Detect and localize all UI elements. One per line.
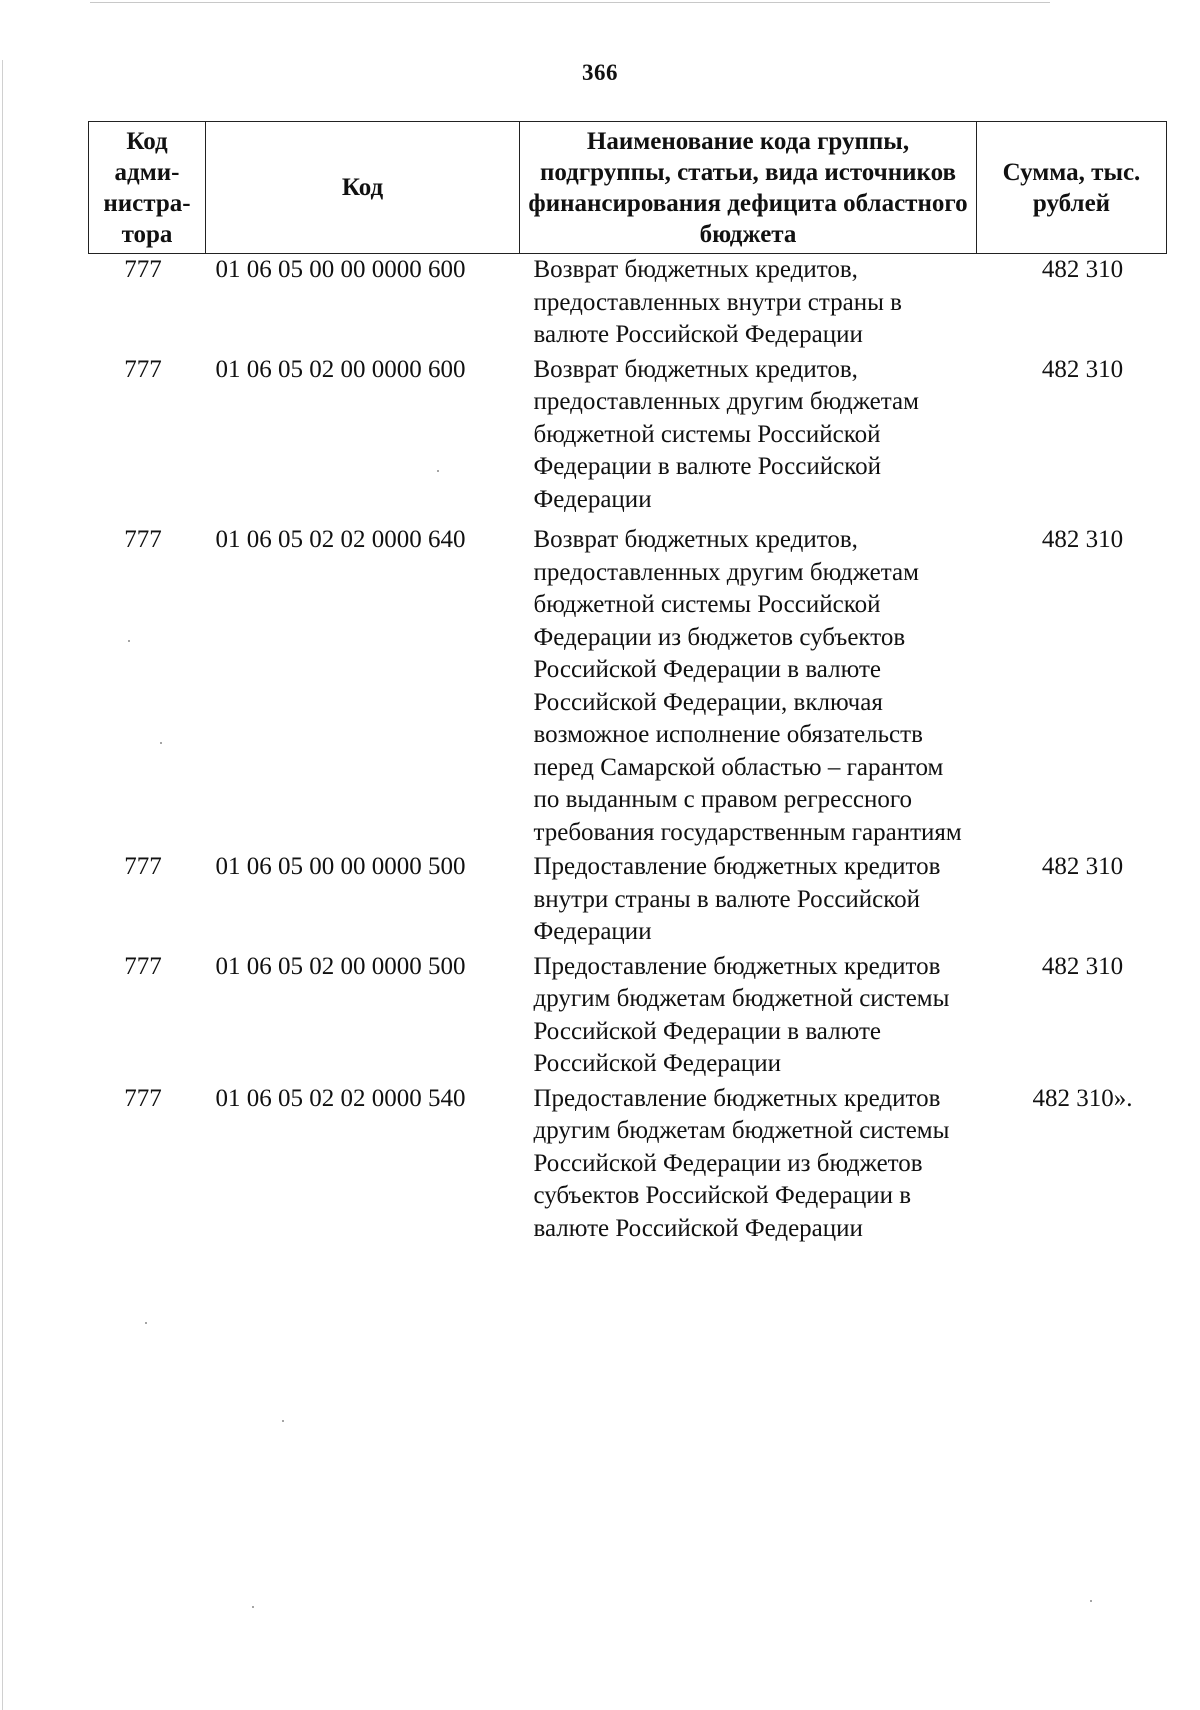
scan-edge-top bbox=[90, 2, 1050, 3]
name-cell: Предоставление бюджетных кредитов другим бюджетам бюджетной системы Российской Федерации из бюджетов субъектов Российской Федерации в валюте Российской Федерации bbox=[533, 1084, 950, 1242]
header-admin-code: Код адми-нистра-тора bbox=[89, 122, 206, 254]
table-body bbox=[89, 254, 1167, 1246]
scan-speck bbox=[128, 640, 130, 642]
code-cell: 01 06 05 02 02 0000 540 bbox=[215, 1084, 466, 1112]
scan-speck bbox=[160, 742, 162, 744]
name-cell: Возврат бюджетных кредитов, предоставленных внутри страны в валюте Российской Федерации bbox=[533, 256, 902, 348]
admin-code-cell: 777 bbox=[124, 1084, 162, 1112]
header-name: Наименование кода группы, подгруппы, статьи, вида источников финансирования дефицита областного бюджета bbox=[520, 122, 977, 254]
name-cell: Возврат бюджетных кредитов, предоставленных другим бюджетам бюджетной системы Российской Федерации из бюджетов субъектов Российской Федерации в валюте Российской Федерации, включая возможное исполнение обязательств перед Самарской областью – гарантом по выданным с правом регрессного требования государственным гарантиям bbox=[533, 526, 962, 846]
admin-code-cell: 777 bbox=[124, 256, 162, 283]
admin-code-cell: 777 bbox=[124, 355, 162, 383]
scan-speck bbox=[437, 470, 439, 472]
header-sum: Сумма, тыс. рублей bbox=[977, 122, 1167, 254]
scan-speck bbox=[1090, 1600, 1092, 1602]
code-cell: 01 06 05 02 02 0000 640 bbox=[215, 526, 466, 553]
sum-cell: 482 310 bbox=[1041, 853, 1124, 880]
table-header bbox=[89, 122, 1167, 254]
sources-table bbox=[88, 121, 1167, 1245]
code-cell: 01 06 05 00 00 0000 500 bbox=[215, 853, 466, 880]
name-cell: Возврат бюджетных кредитов, предоставленных другим бюджетам бюджетной системы Российской Федерации в валюте Российской Федерации bbox=[533, 355, 919, 513]
code-cell: 01 06 05 02 00 0000 500 bbox=[215, 952, 466, 980]
name-cell: Предоставление бюджетных кредитов внутри страны в валюте Российской Федерации bbox=[533, 853, 941, 945]
table-row bbox=[89, 849, 1167, 949]
sum-cell: 482 310 bbox=[1041, 526, 1124, 553]
sum-cell: 482 310 bbox=[1041, 952, 1124, 980]
name-cell: Предоставление бюджетных кредитов другим бюджетам бюджетной системы Российской Федерации в валюте Российской Федерации bbox=[533, 952, 950, 1077]
page-number: 366 bbox=[582, 60, 618, 85]
scan-speck bbox=[145, 1322, 147, 1324]
scan-speck bbox=[252, 1606, 254, 1608]
header-code: Код bbox=[206, 122, 520, 254]
scan-speck bbox=[282, 1420, 284, 1422]
sum-cell: 482 310». bbox=[1032, 1084, 1133, 1112]
table-row bbox=[89, 949, 1167, 1081]
scan-edge-left bbox=[2, 60, 3, 1710]
code-cell: 01 06 05 00 00 0000 600 bbox=[215, 256, 466, 283]
table-row bbox=[89, 254, 1167, 352]
table-row bbox=[89, 352, 1167, 517]
sum-cell: 482 310 bbox=[1041, 256, 1124, 283]
table-row bbox=[89, 1081, 1167, 1246]
admin-code-cell: 777 bbox=[124, 526, 162, 553]
admin-code-cell: 777 bbox=[124, 952, 162, 980]
table-row bbox=[89, 516, 1167, 849]
sum-cell: 482 310 bbox=[1041, 355, 1124, 383]
code-cell: 01 06 05 02 00 0000 600 bbox=[215, 355, 466, 383]
admin-code-cell: 777 bbox=[124, 853, 162, 880]
